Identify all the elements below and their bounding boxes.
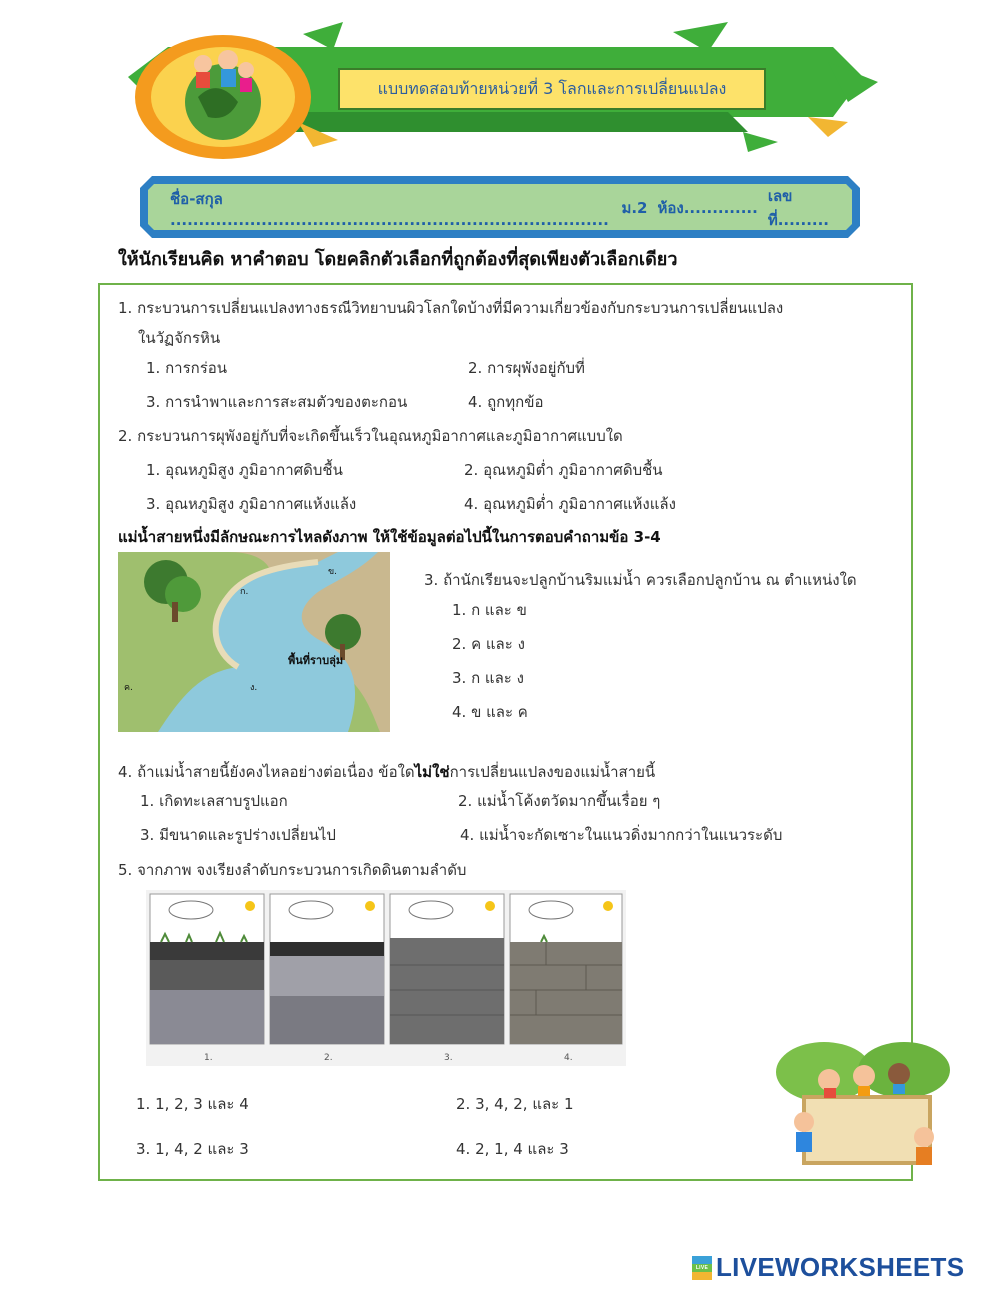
name-field-label[interactable]: ชื่อ-สกุล ............................................................................. [170,190,609,229]
q1-option-2[interactable]: 2. การผุพังอยู่กับที่ [468,359,585,377]
question-2-text: 2. กระบวนการผุพังอยู่กับที่จะเกิดขึ้นเร็วในอุณหภูมิอากาศและภูมิอากาศแบบใด [118,427,623,445]
soil-panel-label-3: 3. [444,1053,453,1063]
q3-option-2[interactable]: 2. ค และ ง [452,635,525,653]
river-label-ngo: ง. [250,683,258,693]
logo-text: LIVEWORKSHEETS [716,1252,965,1282]
q2-option-2[interactable]: 2. อุณหภูมิต่ำ ภูมิอากาศดิบชื้น [464,461,663,479]
question-4-text [118,760,655,784]
question-4-text-a: 4. ถ้าแม่น้ำสายนี้ยังคงไหลอย่างต่อเนื่อง ข้อใด [118,763,415,781]
river-label-kho: ข. [328,567,338,577]
q2-option-1[interactable]: 1. อุณหภูมิสูง ภูมิอากาศดิบชื้น [146,461,343,479]
student-info-bar [156,186,844,230]
question-3-text: 3. ถ้านักเรียนจะปลูกบ้านริมแม่น้ำ ควรเลือกปลูกบ้าน ณ ตำแหน่งใด [424,571,857,589]
q5-option-3[interactable]: 3. 1, 4, 2 และ 3 [136,1140,249,1158]
number-field-label[interactable]: เลขที่......... [767,187,829,229]
river-label-kha: ค. [124,683,133,693]
soil-panel-label-1: 1. [204,1053,213,1063]
liveworksheets-logo [692,1252,964,1283]
floodplain-label: พื้นที่ราบลุ่ม [288,654,344,667]
q5-option-1[interactable]: 1. 1, 2, 3 และ 4 [136,1095,249,1113]
river-label-ko: ก. [240,587,249,597]
q3-option-4[interactable]: 4. ข และ ค [452,703,528,721]
soil-panel-label-4: 4. [564,1053,573,1063]
question-4-emphasis: ไม่ใช่ [414,763,450,781]
worksheet-title: แบบทดสอบท้ายหน่วยที่ 3 โลกและการเปลี่ยนแปลง [338,68,766,110]
q5-option-4[interactable]: 4. 2, 1, 4 และ 3 [456,1140,569,1158]
q4-option-3[interactable]: 3. มีขนาดและรูปร่างเปลี่ยนไป [140,826,336,844]
soil-formation-image [146,890,626,1066]
q3-option-3[interactable]: 3. ก และ ง [452,669,524,687]
river-intro-text: แม่น้ำสายหนึ่งมีลักษณะการไหลดังภาพ ให้ใช้ข้อมูลต่อไปนี้ในการตอบคำถามข้อ 3-4 [118,528,661,546]
soil-panel-label-2: 2. [324,1053,333,1063]
q1-option-1[interactable]: 1. การกร่อน [146,359,228,377]
q4-option-1[interactable]: 1. เกิดทะเลสาบรูปแอก [140,792,288,810]
q4-option-4[interactable]: 4. แม่น้ำจะกัดเซาะในแนวดิ่งมากกว่าในแนวระดับ [460,826,783,844]
kids-illustration [774,1042,950,1176]
question-1-text-cont: ในวัฏจักรหิน [138,329,221,347]
q1-option-4[interactable]: 4. ถูกทุกข้อ [468,393,544,411]
logo-badge-icon: LIVE [692,1256,712,1280]
river-meander-image [118,552,390,732]
question-1-text: 1. กระบวนการเปลี่ยนแปลงทางธรณีวิทยาบนผิวโลกใดบ้างที่มีความเกี่ยวข้องกับกระบวนการเปลี่ยนแปลง [118,299,784,317]
q5-option-2[interactable]: 2. 3, 4, 2, และ 1 [456,1095,574,1113]
q2-option-4[interactable]: 4. อุณหภูมิต่ำ ภูมิอากาศแห้งแล้ง [464,495,676,513]
q4-option-2[interactable]: 2. แม่น้ำโค้งตวัดมากขึ้นเรื่อย ๆ [458,792,661,810]
question-5-text: 5. จากภาพ จงเรียงลำดับกระบวนการเกิดดินตามลำดับ [118,861,467,879]
instruction-text: ให้นักเรียนคิด หาคำตอบ โดยคลิกตัวเลือกที่ถูกต้องที่สุดเพียงตัวเลือกเดียว [118,249,678,270]
room-field-label[interactable]: ห้อง............. [657,199,758,217]
q3-option-1[interactable]: 1. ก และ ข [452,601,527,619]
q2-option-3[interactable]: 3. อุณหภูมิสูง ภูมิอากาศแห้งแล้ง [146,495,357,513]
class-label: ม.2 [621,199,648,217]
question-4-text-b: การเปลี่ยนแปลงของแม่น้ำสายนี้ [449,763,656,781]
q1-option-3[interactable]: 3. การนำพาและการสะสมตัวของตะกอน [146,393,408,411]
